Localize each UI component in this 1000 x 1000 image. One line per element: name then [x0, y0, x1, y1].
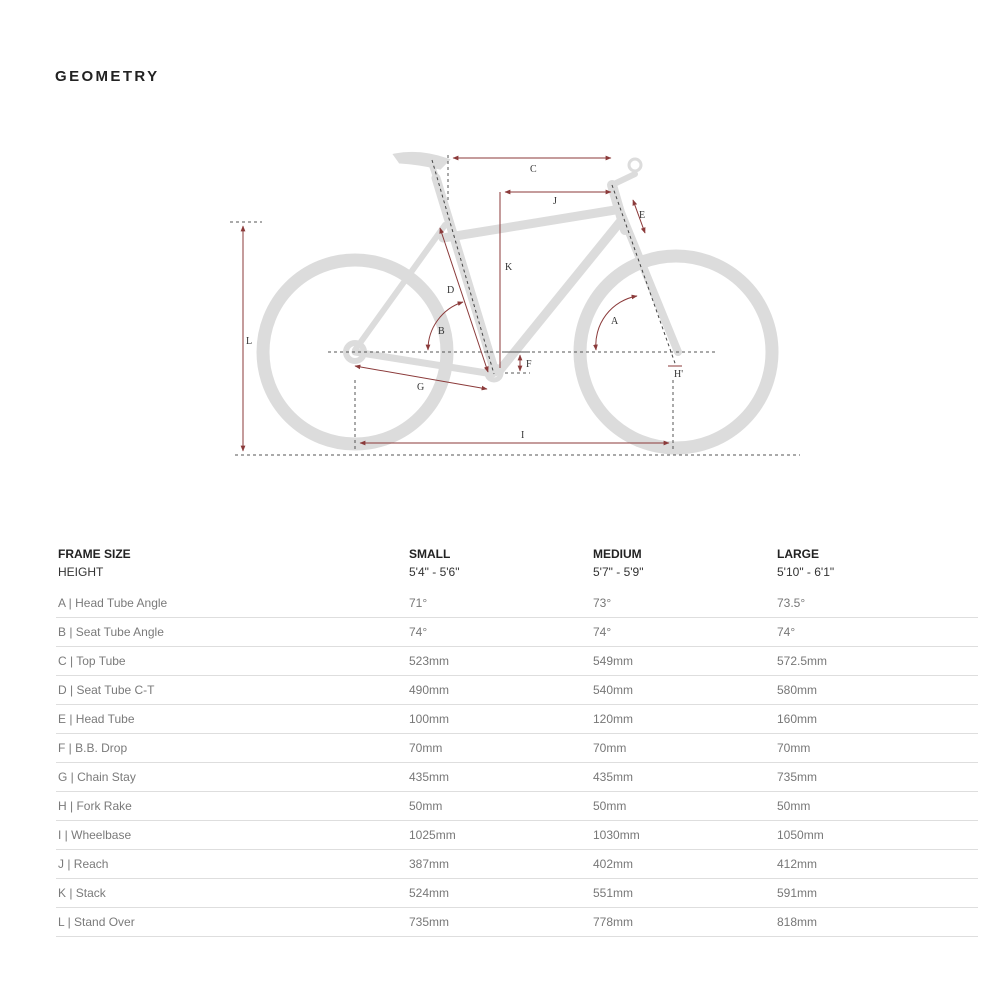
cell-small: 387mm	[407, 850, 591, 879]
row-label: H | Fork Rake	[56, 792, 407, 821]
label-b: B	[438, 326, 445, 337]
cell-large: 73.5°	[775, 589, 978, 618]
cell-small: 523mm	[407, 647, 591, 676]
cell-large: 1050mm	[775, 821, 978, 850]
row-label: E | Head Tube	[56, 705, 407, 734]
cell-medium: 50mm	[591, 792, 775, 821]
height-row	[56, 561, 978, 589]
cell-small: 74°	[407, 618, 591, 647]
cell-medium: 402mm	[591, 850, 775, 879]
label-c: C	[530, 164, 537, 175]
cell-medium: 549mm	[591, 647, 775, 676]
cell-small: 70mm	[407, 734, 591, 763]
table-row	[56, 647, 978, 676]
label-j: J	[553, 196, 557, 207]
cell-large: 580mm	[775, 676, 978, 705]
label-d: D	[447, 285, 455, 296]
table-row	[56, 734, 978, 763]
cell-medium: 1030mm	[591, 821, 775, 850]
label-l: L	[246, 336, 253, 347]
cell-medium: 540mm	[591, 676, 775, 705]
table-row	[56, 850, 978, 879]
height-medium: 5'7" - 5'9"	[593, 565, 644, 579]
header-small: SMALL	[409, 547, 451, 561]
height-small: 5'4" - 5'6"	[409, 565, 460, 579]
row-label: A | Head Tube Angle	[56, 589, 407, 618]
table-row	[56, 879, 978, 908]
cell-medium: 70mm	[591, 734, 775, 763]
stem	[612, 174, 635, 185]
cell-medium: 74°	[591, 618, 775, 647]
height-label: HEIGHT	[58, 565, 104, 579]
row-label: L | Stand Over	[56, 908, 407, 937]
table-row	[56, 763, 978, 792]
table-row	[56, 589, 978, 618]
table-header-row	[56, 538, 978, 561]
height-large: 5'10" - 6'1"	[777, 565, 835, 579]
cell-medium: 120mm	[591, 705, 775, 734]
row-label: C | Top Tube	[56, 647, 407, 676]
cell-small: 71°	[407, 589, 591, 618]
row-label: K | Stack	[56, 879, 407, 908]
row-label: I | Wheelbase	[56, 821, 407, 850]
cell-medium: 778mm	[591, 908, 775, 937]
cell-large: 572.5mm	[775, 647, 978, 676]
cell-large: 591mm	[775, 879, 978, 908]
cell-large: 160mm	[775, 705, 978, 734]
cell-large: 74°	[775, 618, 978, 647]
label-g: G	[417, 382, 425, 393]
table-row	[56, 821, 978, 850]
row-label: J | Reach	[56, 850, 407, 879]
cell-small: 735mm	[407, 908, 591, 937]
table-row	[56, 676, 978, 705]
cell-large: 412mm	[775, 850, 978, 879]
label-k: K	[505, 262, 513, 273]
cell-medium: 435mm	[591, 763, 775, 792]
row-label: D | Seat Tube C-T	[56, 676, 407, 705]
page-title: GEOMETRY	[55, 68, 160, 85]
bike-silhouette	[263, 153, 772, 448]
table-row	[56, 618, 978, 647]
cell-medium: 73°	[591, 589, 775, 618]
row-label: B | Seat Tube Angle	[56, 618, 407, 647]
label-a: A	[611, 316, 619, 327]
saddle	[395, 153, 448, 168]
table-row	[56, 792, 978, 821]
header-frame-size: FRAME SIZE	[58, 547, 131, 561]
cell-large: 818mm	[775, 908, 978, 937]
bar-end	[629, 159, 641, 171]
cell-medium: 551mm	[591, 879, 775, 908]
table-row	[56, 705, 978, 734]
cell-large: 50mm	[775, 792, 978, 821]
top-tube	[443, 210, 615, 238]
label-h: H'	[674, 369, 684, 380]
cell-small: 524mm	[407, 879, 591, 908]
guide-lines	[230, 155, 800, 455]
header-medium: MEDIUM	[593, 547, 642, 561]
geometry-table	[56, 538, 978, 937]
cell-large: 70mm	[775, 734, 978, 763]
row-label: F | B.B. Drop	[56, 734, 407, 763]
cell-small: 100mm	[407, 705, 591, 734]
header-large: LARGE	[777, 547, 819, 561]
cell-small: 435mm	[407, 763, 591, 792]
label-e: E	[639, 210, 646, 221]
cell-large: 735mm	[775, 763, 978, 792]
cell-small: 1025mm	[407, 821, 591, 850]
label-i: I	[521, 430, 525, 441]
table-row	[56, 908, 978, 937]
cell-small: 490mm	[407, 676, 591, 705]
cell-small: 50mm	[407, 792, 591, 821]
chain-stay	[355, 352, 493, 374]
row-label: G | Chain Stay	[56, 763, 407, 792]
label-f: F	[526, 359, 532, 370]
